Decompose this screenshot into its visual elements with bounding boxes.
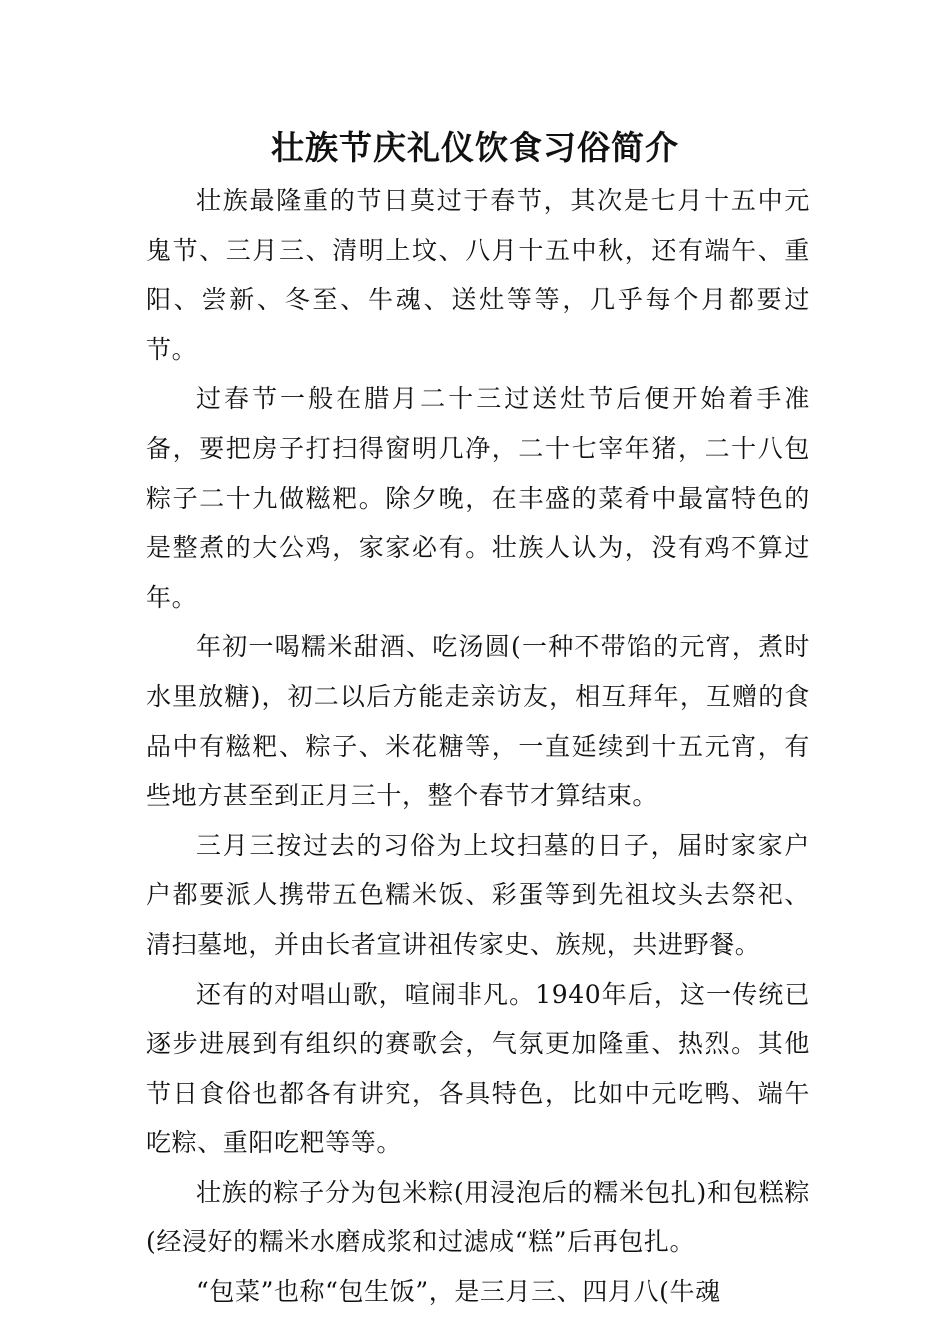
paragraph-5: 还有的对唱山歌，喧闹非凡。1940年后，这一传统已逐步进展到有组织的赛歌会，气氛更加隆重、热烈。其他节日食俗也都各有讲究，各具特色，比如中元吃鸭、端午吃粽、重阳吃粑等等。: [146, 979, 810, 1158]
document-body: [146, 176, 810, 1317]
paragraph-4: 三月三按过去的习俗为上坟扫墓的日子，届时家家户户都要派人携带五色糯米饭、彩蛋等到先祖坟头去祭祀、清扫墓地，并由长者宣讲祖传家史、族规，共进野餐。: [146, 830, 810, 959]
paragraph-1: 壮族最隆重的节日莫过于春节，其次是七月十五中元鬼节、三月三、清明上坟、八月十五中秋，还有端午、重阳、尝新、冬至、牛魂、送灶等等，几乎每个月都要过节。: [146, 186, 810, 364]
document-title: 壮族节庆礼仪饮食习俗简介: [271, 128, 679, 167]
paragraph-7: “包菜”也称“包生饭”，是三月三、四月八(牛魂: [196, 1277, 721, 1307]
paragraph-6: 壮族的粽子分为包米粽(用浸泡后的糯米包扎)和包糕粽(经浸好的糯米水磨成浆和过滤成“糕”后再包扎。: [146, 1177, 810, 1257]
paragraph-2: 过春节一般在腊月二十三过送灶节后便开始着手准备，要把房子打扫得窗明几净，二十七宰年猪，二十八包粽子二十九做糍粑。除夕晚，在丰盛的菜肴中最富特色的是整煮的大公鸡，家家必有。壮族人认为，没有鸡不算过年。: [146, 384, 810, 612]
paragraph-3: 年初一喝糯米甜酒、吃汤圆(一种不带馅的元宵，煮时水里放糖)，初二以后方能走亲访友，相互拜年，互赠的食品中有糍粑、粽子、米花糖等，一直延续到十五元宵，有些地方甚至到正月三十，整个春节才算结束。: [146, 632, 810, 811]
